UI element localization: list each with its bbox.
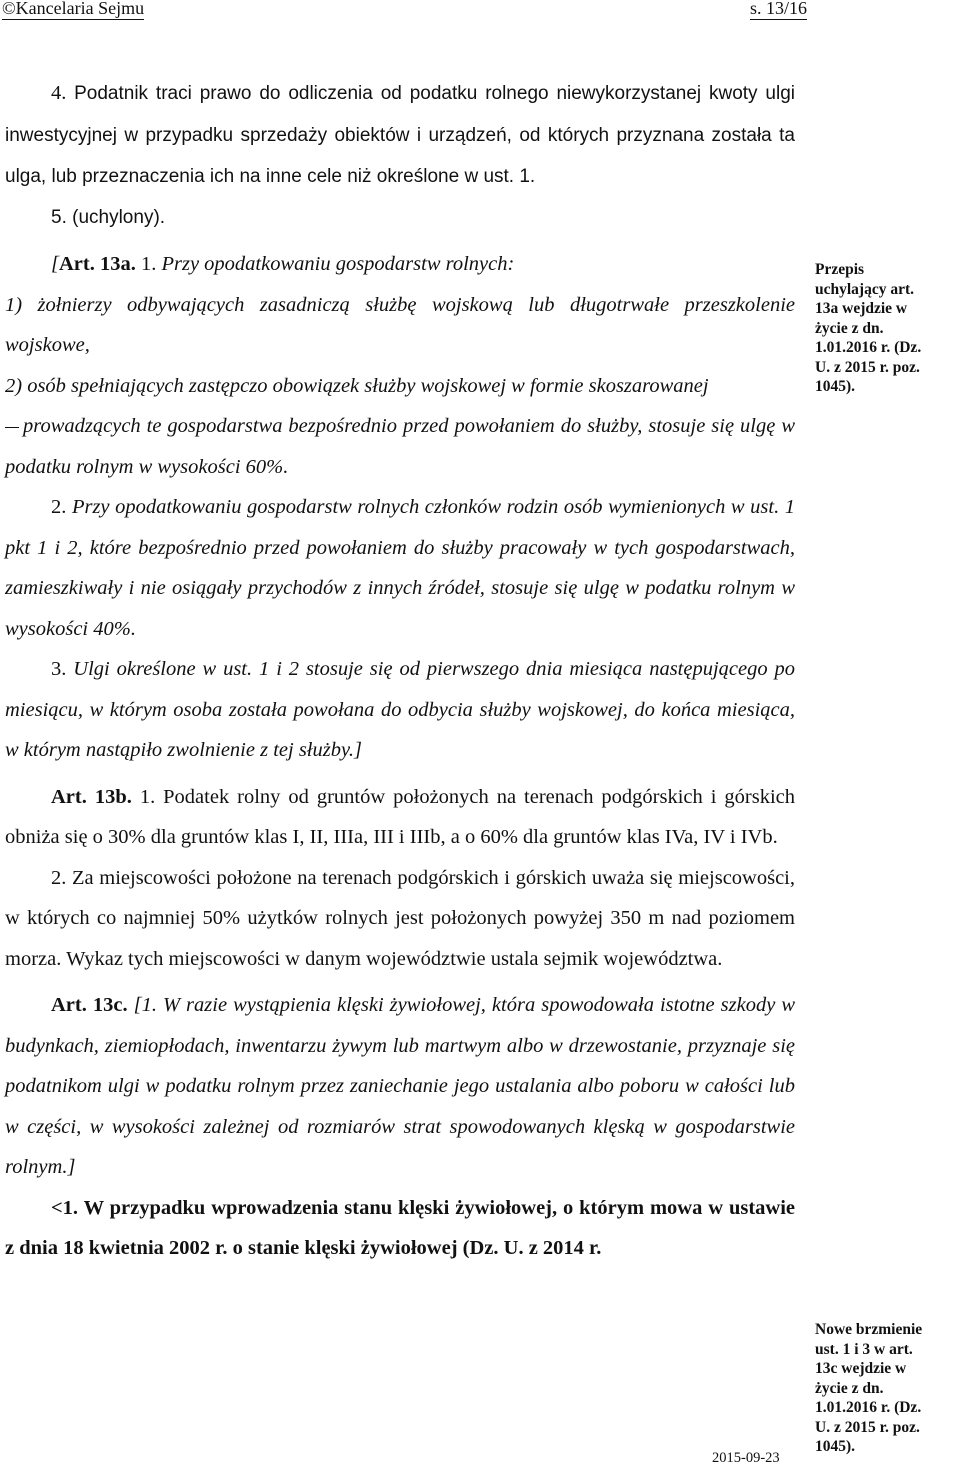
- margin-note-line: 1045).: [815, 378, 856, 395]
- dash: [5, 427, 19, 428]
- margin-note-line: życie z dn.: [815, 319, 884, 337]
- art-13b-ust-2: 2. Za miejscowości położone na terenach podgórskich i górskich uważa się miejscowości, w których co najmniej 50% użytków rolnych jest położonych powyżej 350 m nad poziomem morza. Wykaz tych miejscowości w danym województwie ustala sejmik województwa.: [5, 866, 795, 970]
- art-13a-ust-3-text: Ulgi określone w ust. 1 i 2 stosuje się od pierwszego dnia miesiąca następującego po miesiącu, w którym osoba została powołana do odbycia służby wojskowej, do końca miesiąca, w którym nastąpiło zwolnienie z tej służby.]: [5, 658, 796, 761]
- art-13b-ust-1: [5, 777, 795, 858]
- margin-note-line: U. z 2015 r. poz.: [815, 1418, 920, 1436]
- art-13b-ust-1-text: 1. Podatek rolny od gruntów położonych na terenach podgórskich i górskich obniża się o 30% dla gruntów klas I, II, IIIa, III i IIIb, a o 60% dla gruntów klas IVa, IV i IVb.: [5, 785, 795, 848]
- margin-note-line: 1.01.2016 r. (Dz.: [815, 339, 922, 356]
- paragraph-4-text: Podatnik traci prawo do odliczenia od podatku rolnego niewykorzystanej kwoty ulgi inwestycyjnej w przypadku sprzedaży obiektów i urządzeń, od których przyznana została ta ulga, lub przeznaczenia ich na inne cele niż określone w ust. 1.: [5, 83, 796, 187]
- margin-note-new-wording: [815, 1320, 958, 1457]
- art-13a-label: Art. 13a.: [58, 253, 136, 275]
- art-13a-intro-text: Przy opodatkowaniu gospodarstw rolnych:: [161, 253, 515, 275]
- margin-note-line: 13a wejdzie w: [815, 300, 908, 317]
- art-13a-ust-number: 1.: [135, 253, 162, 275]
- art-13a-item-1: 1) żołnierzy odbywających zasadniczą służbę wojskową lub długotrwałe przeszkolenie wojskowe,: [5, 293, 795, 356]
- art-13c-new-wording: <1. W przypadku wprowadzenia stanu klęski żywiołowej, o którym mowa w ustawie z dnia 18 kwietnia 2002 r. o stanie klęski żywiołowej (Dz. U. z 2014 r.: [5, 1196, 795, 1259]
- art-13a-ust-3: [5, 649, 795, 771]
- margin-note-line: uchylający art.: [815, 280, 915, 298]
- margin-note-line: ust. 1 i 3 w art.: [815, 1340, 913, 1358]
- paragraph-4-number: 4.: [51, 82, 67, 104]
- margin-note-line: 1.01.2016 r. (Dz.: [815, 1399, 922, 1416]
- art-13a-tail-text: prowadzących te gospodarstwa bezpośrednio przed powołaniem do służby, stosuje się ulgę w podatku rolnym w wysokości 60%.: [5, 415, 795, 478]
- margin-note-line: Nowe brzmienie: [815, 1321, 923, 1338]
- paragraph-5: 5. (uchylony).: [51, 206, 166, 228]
- header-publisher: ©Kancelaria Sejmu: [2, 0, 145, 18]
- art-13a-intro: [5, 244, 795, 285]
- margin-note-line: Przepis: [815, 261, 865, 278]
- art-13c-ust-1: [5, 985, 795, 1188]
- main-text: [5, 73, 795, 1269]
- art-13c-label: Art. 13c.: [51, 994, 128, 1016]
- art-13a-ust-2-text: Przy opodatkowaniu gospodarstw rolnych członków rodzin osób wymienionych w ust. 1 pkt 1 i 2, które bezpośrednio przed powołaniem do służby pracowały w tych gospodarstwach, zamieszkiwały i nie osiągały przychodów z innych źródeł, stosuje się ulgę w podatku rolnym w wysokości 40%.: [5, 496, 796, 640]
- art-13c-ust-1-text: [1. W razie wystąpienia klęski żywiołowej, która spowodowała istotne szkody w budynkach, ziemiopłodach, inwentarzu żywym lub martwym albo w drzewostanie, przyznaje się podatnikom ulgi w podatku rolnym przez zaniechanie jego ustalania albo poboru w całości lub w części, w wysokości zależnej od rozmiarów strat spowodowanych klęską w gospodarstwie rolnym.]: [5, 994, 795, 1178]
- art-13a-ust-3-number: 3.: [51, 658, 67, 680]
- margin-note-repeal: [815, 260, 958, 397]
- paragraph-4: [5, 73, 795, 198]
- margin-note-line: życie z dn.: [815, 1379, 884, 1397]
- art-13a-ust-2-number: 2.: [51, 496, 67, 518]
- margin-note-line: 13c wejdzie w: [815, 1360, 907, 1377]
- art-13b-label: Art. 13b.: [51, 785, 132, 808]
- art-13a-tail: [5, 406, 795, 487]
- art-13a-ust-2: [5, 487, 795, 649]
- margin-note-line: U. z 2015 r. poz.: [815, 358, 920, 376]
- margin-note-line: 1045).: [815, 1438, 856, 1455]
- art-13a-item-2: 2) osób spełniających zastępczo obowiązek służby wojskowej w formie skoszarowanej: [5, 374, 709, 397]
- footer-date: 2015-09-23: [712, 1450, 780, 1466]
- bracket-open: [: [51, 253, 59, 275]
- header-page-number: s. 13/16: [750, 0, 808, 18]
